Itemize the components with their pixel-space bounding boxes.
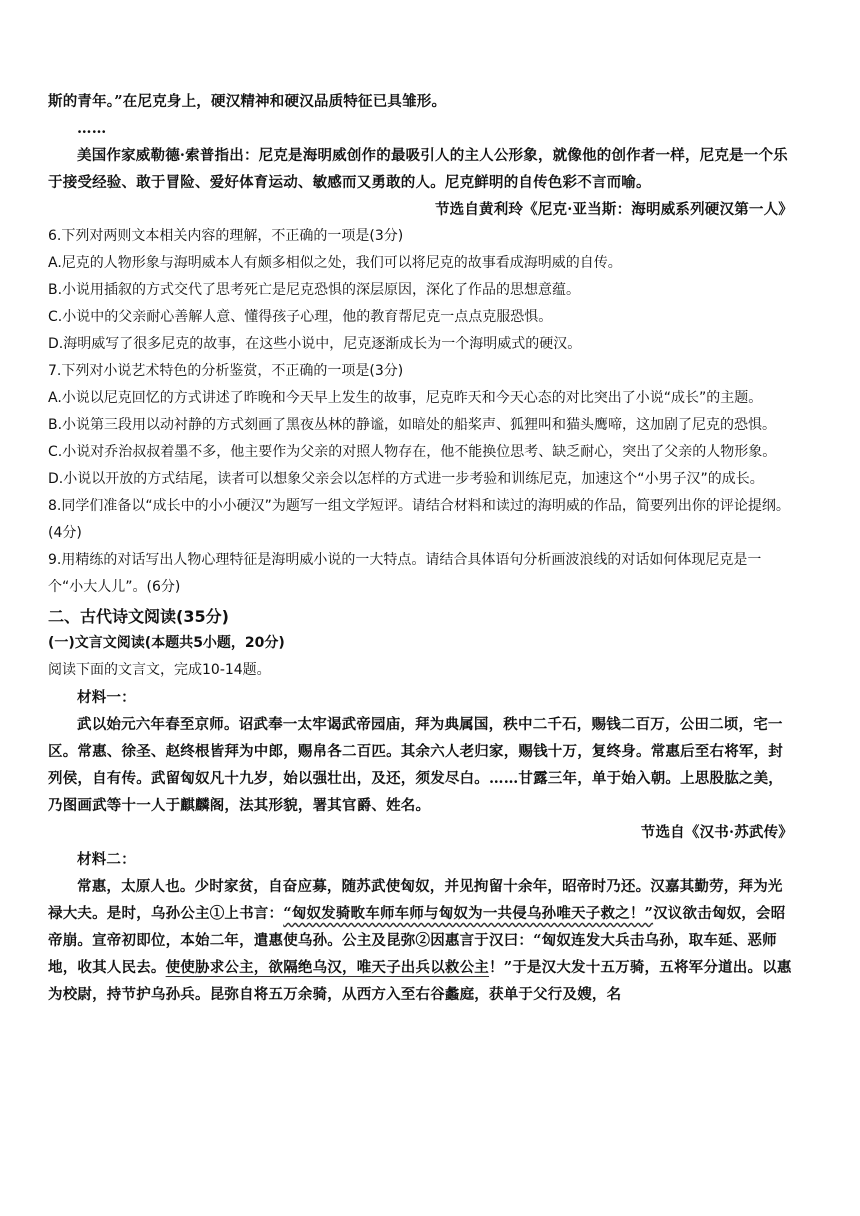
section-heading: 二、古代诗文阅读(35分) bbox=[48, 607, 229, 626]
question-7-stem: 7.下列对小说艺术特色的分析鉴赏，不正确的一项是(3分) bbox=[48, 363, 404, 379]
question-6-option-c: C.小说中的父亲耐心善解人意、懂得孩子心理，他的教育帮尼克一点点克服恐惧。 bbox=[48, 309, 553, 325]
reading-instruction: 阅读下面的文言文，完成10-14题。 bbox=[48, 662, 271, 678]
critic-paragraph: 美国作家威勒德·索普指出：尼克是海明威创作的最吸引人的主人公形象，就像他的创作者一样，尼克是一个乐于接受经验、敢于冒险、爱好体育运动、敏感而又勇敢的人。尼克鲜明的自传色彩不言而喻。 bbox=[48, 147, 788, 191]
subsection-heading: (一)文言文阅读(本题共5小题，20分) bbox=[48, 635, 285, 651]
material-1-label: 材料一： bbox=[77, 689, 136, 706]
material-2-part-2: 汉议欲击匈奴，会昭帝崩。宣帝初即位，本始二年，遣惠使乌孙。公主及昆弥②因惠言于汉曰：“匈奴连发大兵击乌孙，取车延、恶师地，收其人民去。 bbox=[48, 905, 786, 976]
question-7-option-b: B.小说第三段用以动衬静的方式刻画了黑夜丛林的静谧，如暗处的船桨声、狐狸叫和猫头鹰啼，这加剧了尼克的恐惧。 bbox=[48, 417, 777, 433]
ellipsis: …… bbox=[77, 120, 107, 137]
question-9: 9.用精练的对话写出人物心理特征是海明威小说的一大特点。请结合具体语句分析画波浪线的对话如何体现尼克是一个“小大人儿”。(6分) bbox=[48, 552, 762, 595]
material-2-text bbox=[48, 873, 793, 1008]
question-6-option-a: A.尼克的人物形象与海明威本人有颇多相似之处，我们可以将尼克的故事看成海明威的自传。 bbox=[48, 255, 622, 271]
document-page bbox=[48, 88, 793, 1008]
question-7-option-c: C.小说对乔治叔叔着墨不多，他主要作为父亲的对照人物存在，他不能换位思考、缺乏耐心，突出了父亲的人物形象。 bbox=[48, 444, 777, 460]
question-7 bbox=[48, 358, 793, 493]
material-2-label: 材料二： bbox=[77, 851, 136, 868]
underlined-sentence: 使使胁求公主，欲隔绝乌汉，唯天子出兵以救公主 bbox=[165, 959, 490, 976]
question-6-stem: 6.下列对两则文本相关内容的理解，不正确的一项是(3分) bbox=[48, 228, 404, 244]
question-8: 8.同学们准备以“成长中的小小硬汉”为题写一组文学短评。请结合材料和读过的海明威的作品，简要列出你的评论提纲。(4分) bbox=[48, 498, 790, 541]
question-6-option-d: D.海明威写了很多尼克的故事，在这些小说中，尼克逐渐成长为一个海明威式的硬汉。 bbox=[48, 336, 582, 352]
question-7-option-d: D.小说以开放的方式结尾，读者可以想象父亲会以怎样的方式进一步考验和训练尼克，加速这个“小男子汉”的成长。 bbox=[48, 471, 764, 487]
material-1-text: 武以始元六年春至京师。诏武奉一太牢谒武帝园庙，拜为典属国，秩中二千石，赐钱二百万，公田二顷，宅一区。常惠、徐圣、赵终根皆拜为中郎，赐帛各二百匹。其余六人老归家，赐钱十万，复终身。常惠后至右将军，封列侯，自有传。武留匈奴凡十九岁，始以强壮出，及还，须发尽白。……甘露三年，单于始入朝。上思股肱之美，乃图画武等十一人于麒麟阁，法其形貌，署其官爵、姓名。 bbox=[48, 716, 783, 814]
intro-paragraph: 斯的青年。”在尼克身上，硬汉精神和硬汉品质特征已具雏形。 bbox=[48, 93, 447, 110]
question-7-option-a: A.小说以尼克回忆的方式讲述了昨晚和今天早上发生的故事，尼克昨天和今天心态的对比突出了小说“成长”的主题。 bbox=[48, 390, 763, 406]
material-2-part-1: 常惠，太原人也。少时家贫，自奋应募，随苏武使匈奴，并见拘留十余年，昭帝时乃还。汉嘉其勤劳，拜为光禄大夫。是时，乌孙公主①上书言： bbox=[48, 878, 783, 922]
question-6-option-b: B.小说用插叙的方式交代了思考死亡是尼克恐惧的深层原因，深化了作品的思想意蕴。 bbox=[48, 282, 581, 298]
wavy-underlined-sentence: “匈奴发骑畋车师车师与匈奴为一共侵乌孙唯天子救之！” bbox=[283, 905, 654, 922]
question-6 bbox=[48, 223, 793, 358]
material-2-part-3: ！”于是汉大发十五万骑，五将军分道出。以惠为校尉，持节护乌孙兵。昆弥自将五万余骑，从西方入至右谷蠡庭，获单于父行及嫂，名 bbox=[48, 959, 792, 1003]
source-citation-1: 节选自黄利玲《尼克·亚当斯：海明威系列硬汉第一人》 bbox=[434, 201, 793, 218]
source-citation-2: 节选自《汉书·苏武传》 bbox=[640, 824, 793, 841]
